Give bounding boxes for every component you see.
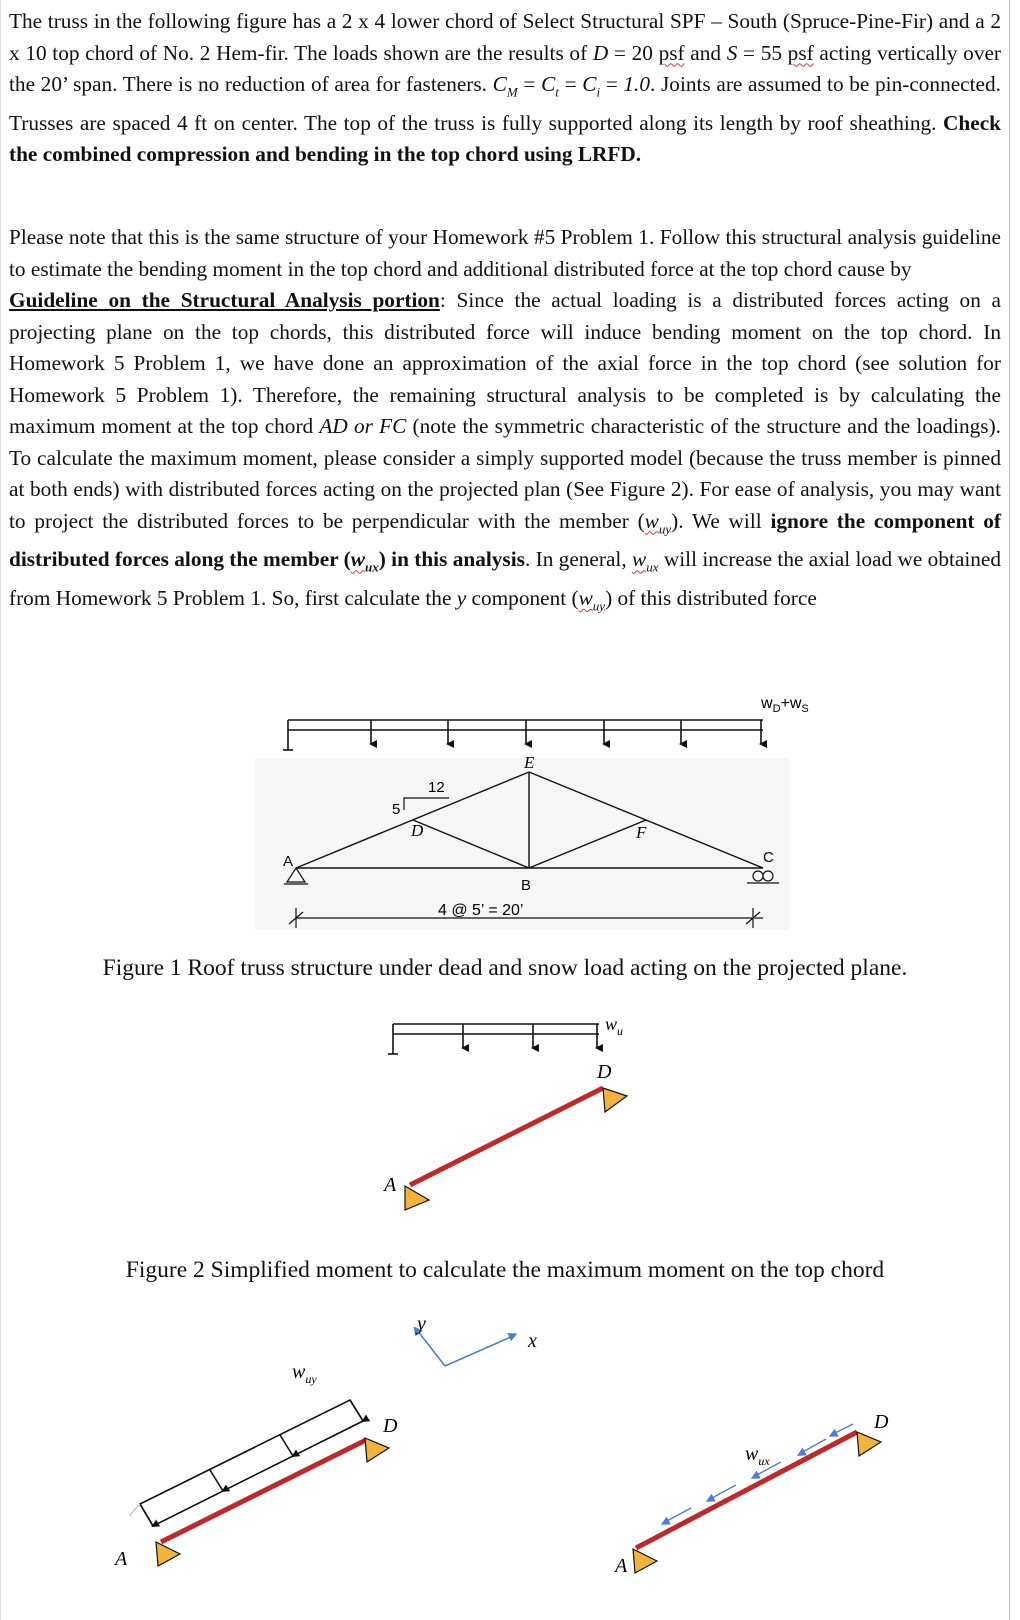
note-paragraph: Please note that this is the same structure of your Homework #5 Problem 1. Follow this structural analysis guideline to estimate the bending moment in the top chord and additional distributed force at the top chord cause by <box>9 225 1001 281</box>
wux-arrows <box>665 1424 853 1522</box>
node-c: C <box>763 849 774 866</box>
node-a-right: A <box>615 1555 628 1577</box>
w-symbol: w <box>350 547 365 572</box>
w-symbol: w <box>578 586 593 610</box>
figure-3-load-components <box>1 1320 1009 1620</box>
problem-statement <box>9 6 1001 171</box>
guideline-text: . In general, <box>524 547 633 572</box>
node-d: D <box>597 1061 612 1083</box>
node-d-right: D <box>874 1411 889 1433</box>
factor-ct: C <box>541 72 556 96</box>
factor-cm: C <box>492 72 507 96</box>
factor-ci-sub: i <box>596 84 601 100</box>
node-f: F <box>636 823 647 842</box>
problem-text: . Joints are assumed to be pin-connected. Trusses are spaced 4 ft on center. The top of the truss is fully supported along its length by roof sheathing. <box>9 72 1001 135</box>
node-a: A <box>384 1174 397 1196</box>
or-word: or <box>347 414 380 438</box>
guideline-text: (note the symmetric characteristic of the structure and the loadings). To calculate the maximum moment, please consider a simply supported model (because the truss member is pinned at both ends) with distributed forces acting on the projected plan (See Figure 2). For ease of analysis, you may want to project the distributed forces to be perpendicular with the member ( <box>9 414 1001 533</box>
wu-label: $w_u$ <box>605 1020 624 1038</box>
w-symbol: w <box>644 508 659 533</box>
guideline-text: will increase the axial load we obtained from Homework 5 Problem 1. So, first calculate the <box>9 547 1002 610</box>
factor-value: 1.0 <box>623 72 651 96</box>
unit-psf: psf <box>787 40 814 65</box>
w-symbol: w <box>632 547 647 572</box>
figure-1-caption: Figure 1 Roof truss structure under dead and snow load acting on the projected plane. <box>102 955 908 981</box>
support-d-right <box>857 1432 881 1456</box>
top-chord-member <box>410 1088 603 1185</box>
guideline-section <box>9 222 1001 622</box>
problem-task: Check the combined compression and bending in the top chord using LRFD. <box>9 110 1001 167</box>
span-label: 4 @ 5’ = 20’ <box>438 902 524 919</box>
node-d-left: D <box>383 1415 398 1437</box>
wux-sub: ux <box>646 559 659 575</box>
equals: = <box>517 72 542 96</box>
load-label: $w_D+w_S$ <box>761 695 809 715</box>
wux-symbol <box>350 547 379 575</box>
node-d: D <box>411 821 424 840</box>
y-symbol: y <box>456 586 467 610</box>
end-tick <box>129 1504 140 1516</box>
local-axes <box>417 1330 513 1366</box>
wuy-symbol <box>644 508 672 536</box>
node-a: A <box>283 853 294 870</box>
support-a-right <box>633 1549 657 1573</box>
problem-text: = 55 <box>737 40 788 65</box>
dead-load-symbol: D <box>592 40 609 65</box>
node-a-left: A <box>115 1548 128 1570</box>
wuy-load-block <box>140 1400 363 1526</box>
guideline-text: ). We will <box>671 508 771 533</box>
support-d <box>603 1088 627 1112</box>
node-b: B <box>521 877 532 894</box>
axis-x-label: x <box>528 1330 537 1352</box>
figure-1-truss <box>1 690 1009 940</box>
figure-2-simplified-member <box>1 1020 1009 1245</box>
guideline-title: Guideline on the Structural Analysis portion <box>9 288 440 312</box>
support-d-left <box>365 1438 389 1462</box>
wux-symbol <box>632 547 659 575</box>
wuy-sub: uy <box>592 598 606 614</box>
guideline-bold: ) in this analysis <box>378 547 525 572</box>
guideline-text: ) of this distributed force <box>605 586 817 610</box>
guideline-bold: ignore the component of distributed forces along the member ( <box>9 508 1002 572</box>
factor-ci: C <box>582 72 597 96</box>
problem-text: = 20 <box>608 40 659 65</box>
factor-cm-sub: M <box>506 84 518 100</box>
problem-text: acting vertically over the 20’ span. There is no reduction of area for fasteners. <box>9 40 1002 96</box>
figure-2-caption: Figure 2 Simplified moment to calculate the maximum moment on the top chord <box>125 1257 885 1283</box>
wuy-symbol <box>578 586 606 614</box>
support-a-left <box>156 1542 180 1566</box>
member-fc: FC <box>379 414 407 438</box>
support-a <box>405 1186 429 1210</box>
problem-text: and <box>684 40 727 65</box>
slope-run: 12 <box>428 779 445 796</box>
axis-y-label: y <box>417 1320 426 1335</box>
node-e: E <box>524 753 535 772</box>
problem-text: The truss in the following figure has a 2 x 4 lower chord of Select Structural SPF – South (Spruce-Pine-Fir) and a 2 x 10 top chord of No. 2 Hem-fir. The loads shown are the results of <box>9 9 1001 65</box>
guideline-text: : Since the actual loading is a distributed forces acting on a projecting plane on the top chords, this distributed force will induce bending moment on the top chord. In Homework 5 Problem 1, we have done an approximation of the axial force in the top chord (see solution for Homework 5 Problem 1). Therefore, the remaining structural analysis to be completed is by calculating the maximum moment at the top chord <box>9 288 1001 438</box>
snow-load-symbol: S <box>726 40 738 65</box>
wuy-label: $w_{uy}$ <box>292 1361 317 1386</box>
distributed-load-wu <box>388 1024 599 1054</box>
top-chord-left <box>161 1440 366 1542</box>
wuy-sub: uy <box>658 520 672 536</box>
wux-sub: ux <box>364 559 379 575</box>
member-ad: AD <box>319 414 348 438</box>
guideline-text: component ( <box>466 586 579 610</box>
slope-rise: 5 <box>392 801 401 818</box>
distributed-load-bar <box>283 720 763 750</box>
equals: = <box>600 72 624 96</box>
equals: = <box>558 72 583 96</box>
unit-psf: psf <box>658 40 685 65</box>
factor-ct-sub: t <box>555 84 559 100</box>
wux-label: $w_{ux}$ <box>745 1443 770 1468</box>
